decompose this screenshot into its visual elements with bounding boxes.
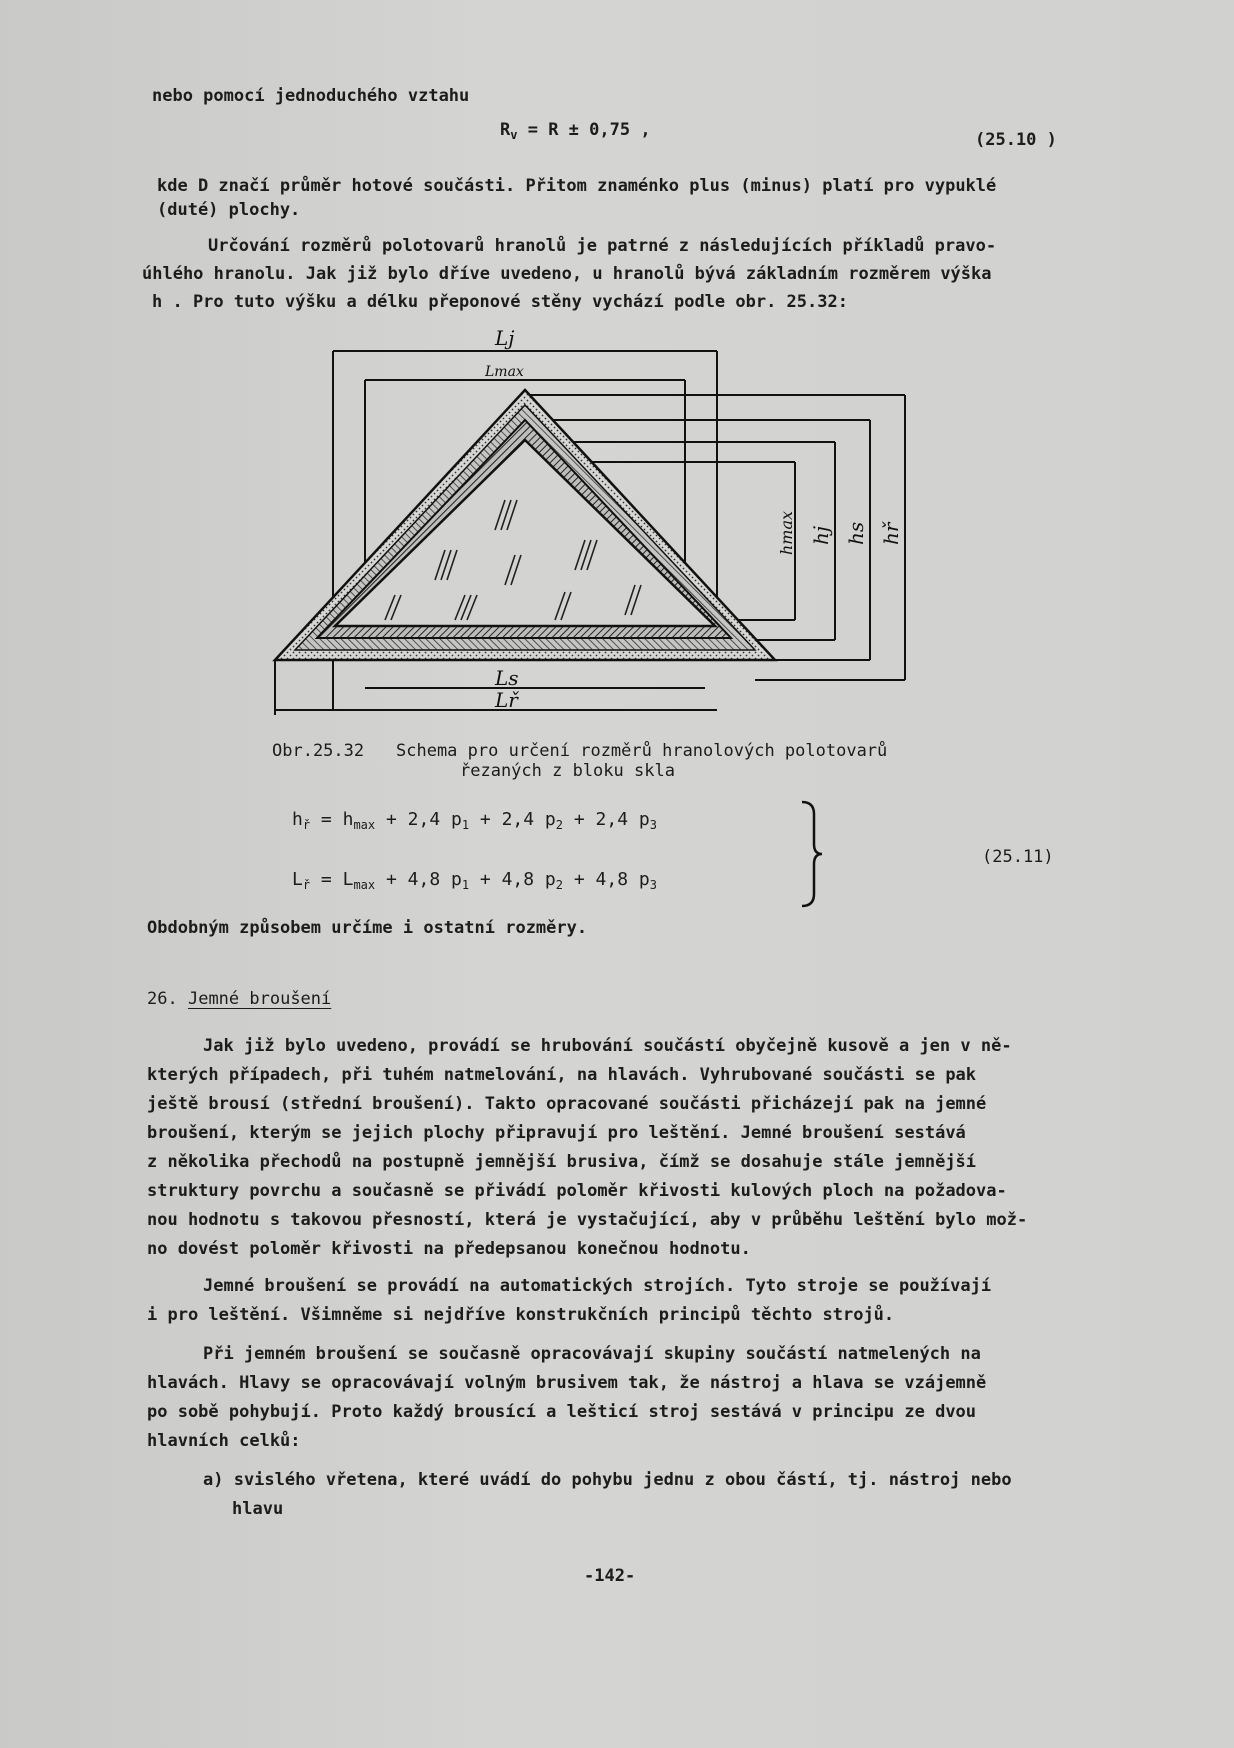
paragraph-line: úhlého hranolu. Jak již bylo dříve uvedeno, u hranolů bývá základním rozměrem výška (142, 264, 992, 284)
equation-25-11-line-1: $h_ř = h_{max} + 2,4$ $p_1 + 2,4$ $p_2 + 2,4$ $p_3$ (292, 809, 657, 832)
figure-caption-line: řezaných z bloku skla (460, 761, 675, 781)
equation-number-25-10: (25.10 ) (975, 130, 1057, 150)
paragraph-line: nou hodnotu s takovou přesností, která je vystačující, aby v průběhu leštění bylo mož- (147, 1210, 1028, 1230)
paragraph-line: hlavních celků: (147, 1431, 301, 1451)
label-hr: hř (879, 522, 903, 545)
equation-25-11-line-2: $L_ř = L_{max} + 4,8$ $p_1 + 4,8$ $p_2 + 4,8$ $p_3$ (292, 869, 657, 892)
intro-line: nebo pomocí jednoduchého vztahu (152, 86, 470, 106)
paragraph-line: broušení, kterým se jejich plochy připravují pro leštění. Jemné broušení sestává (147, 1123, 966, 1143)
equation-25-10: $R_v = R \pm 0,75$ , (500, 120, 651, 142)
label-lj: Lj (495, 330, 515, 350)
label-ls: Ls (495, 666, 519, 690)
equation-brace (800, 800, 824, 908)
page-number: -142- (584, 1566, 636, 1586)
section-heading: 26. Jemné broušení (147, 989, 332, 1009)
prism-blank-schematic (265, 330, 925, 720)
label-hs: hs (844, 521, 868, 545)
paragraph-line: Při jemném broušení se současně opracovávají skupiny součástí natmelených na (203, 1344, 981, 1364)
label-lmax: Lmax (485, 364, 524, 380)
paragraph-line: (duté) plochy. (157, 200, 301, 220)
paragraph-line: no dovést poloměr křivosti na předepsanou konečnou hodnotu. (147, 1239, 751, 1259)
paragraph-line: kterých případech, při tuhém natmelování, na hlavách. Vyhrubované součásti se pak (147, 1065, 977, 1085)
paragraph-line: Jemné broušení se provádí na automatických strojích. Tyto stroje se používají (203, 1276, 992, 1296)
figure-caption-line: Schema pro určení rozměrů hranolových polotovarů (396, 741, 888, 761)
paragraph-line: ještě brousí (střední broušení). Takto opracované součásti přicházejí pak na jemné (147, 1094, 987, 1114)
equation-number-25-11: (25.11) (982, 847, 1054, 867)
paragraph-line: Určování rozměrů polotovarů hranolů je patrné z následujících příkladů pravo- (208, 236, 997, 256)
paragraph-line: kde D značí průměr hotové součásti. Přitom znaménko plus (minus) platí pro vypuklé (157, 176, 997, 196)
list-item-a-continued: hlavu (232, 1499, 284, 1519)
label-hj: hj (809, 525, 833, 545)
paragraph-line: po sobě pohybují. Proto každý brousící a lešticí stroj sestává v principu ze dvou (147, 1402, 977, 1422)
figure-number: Obr.25.32 (272, 741, 365, 761)
paragraph-line: z několika přechodů na postupně jemnější brusiva, čímž se dosahuje stále jemnější (147, 1152, 977, 1172)
paragraph-line: Obdobným způsobem určíme i ostatní rozměry. (147, 918, 588, 938)
paragraph-line: struktury povrchu a současně se přivádí poloměr křivosti kulových ploch na požadova- (147, 1181, 1007, 1201)
paragraph-line: h . Pro tuto výšku a délku přeponové stěny vychází podle obr. 25.32: (152, 292, 848, 312)
paragraph-line: i pro leštění. Všimněme si nejdříve konstrukčních principů těchto strojů. (147, 1305, 895, 1325)
label-lr: Lř (495, 688, 518, 712)
paragraph-line: Jak již bylo uvedeno, provádí se hrubování součástí obyčejně kusově a jen v ně- (203, 1036, 1012, 1056)
list-item-a: a) svislého vřetena, které uvádí do pohybu jednu z obou částí, tj. nástroj nebo (203, 1470, 1012, 1490)
paragraph-line: hlavách. Hlavy se opracovávají volným brusivem tak, že nástroj a hlava se vzájemně (147, 1373, 987, 1393)
label-hmax: hmax (777, 510, 796, 555)
